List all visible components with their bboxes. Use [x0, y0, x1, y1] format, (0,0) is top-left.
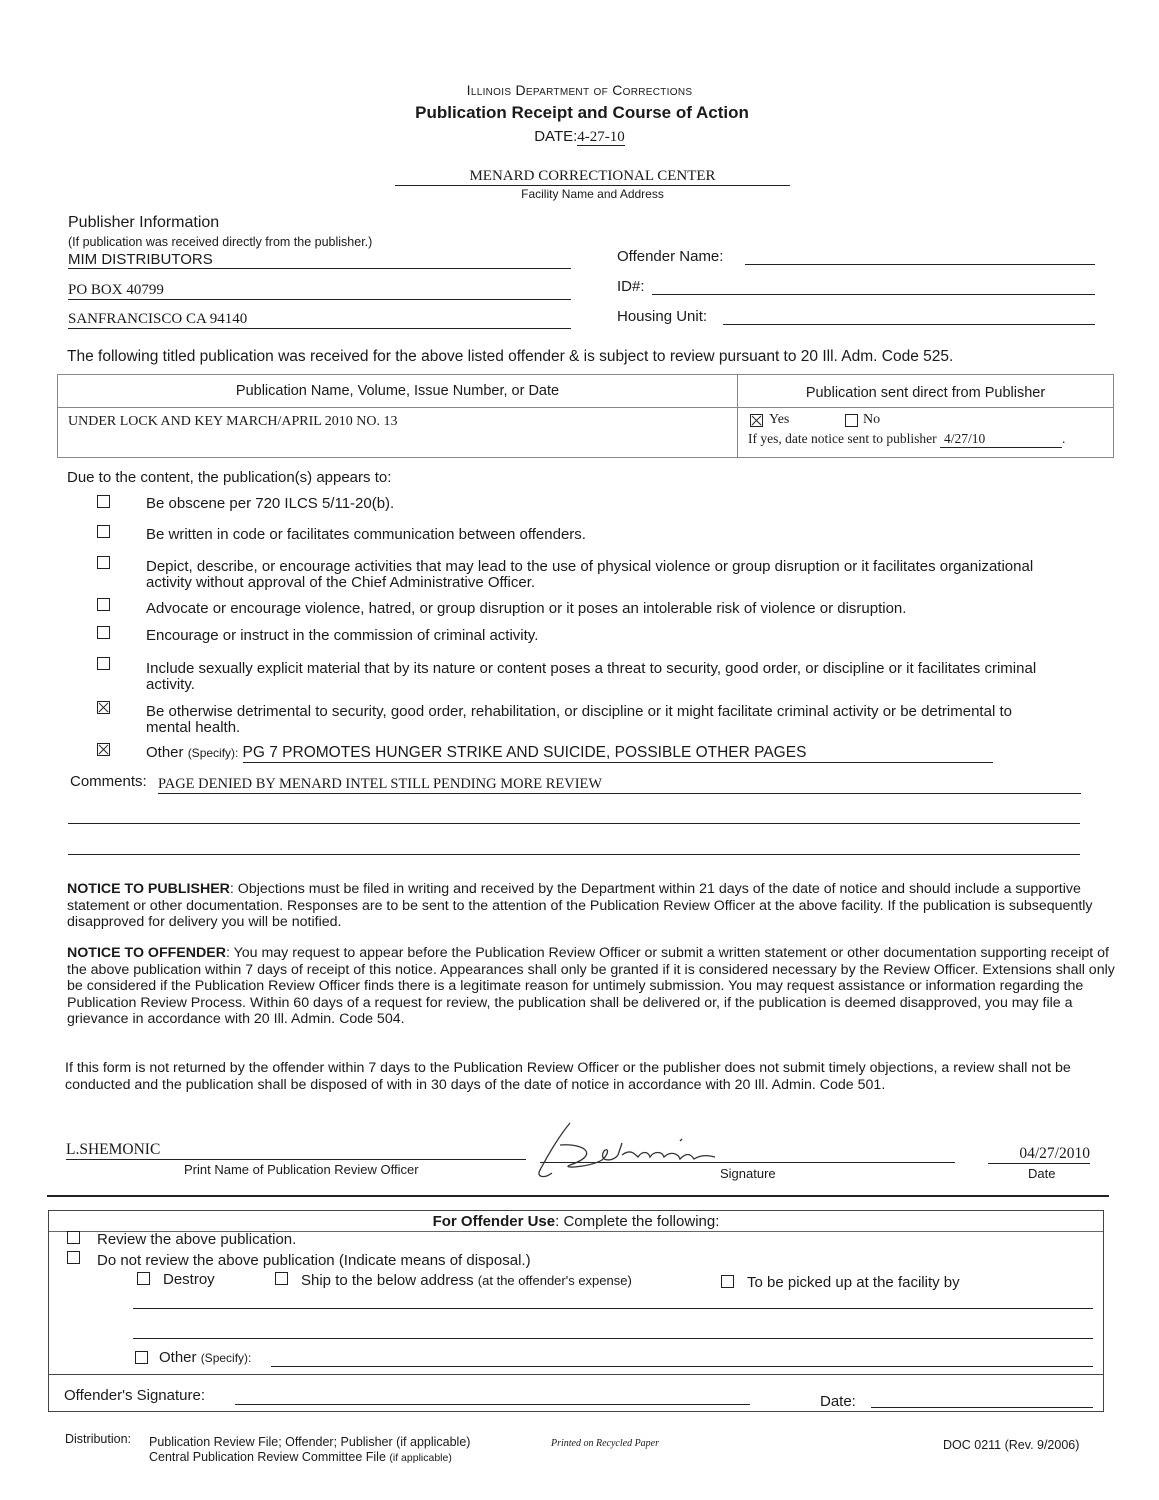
- pickup-label: To be picked up at the facility by: [747, 1274, 960, 1291]
- date-value: 4-27-10: [577, 129, 625, 145]
- yes-label: Yes: [769, 412, 790, 427]
- notice-publisher-text: : Objections must be filed in writing and received by the Department within 21 days of the date of notice and should include a supportive statement or other documentation. Responses are to be sent to the attention of the Publication Review Officer at the above facility. If the publication is subsequently disapproved for delivery you will be notified.: [67, 881, 1093, 930]
- review-checkbox[interactable]: [67, 1231, 80, 1244]
- destroy-checkbox[interactable]: [137, 1272, 150, 1285]
- publisher-name[interactable]: MIM DISTRIBUTORS: [68, 251, 571, 269]
- criterion-text-1: Be obscene per 720 ILCS 5/11-20(b).: [146, 495, 395, 512]
- other-label: Other: [146, 744, 184, 761]
- facility-value: MENARD CORRECTIONAL CENTER: [395, 168, 790, 186]
- table-header-divider: [58, 407, 1113, 408]
- notice-offender-title: NOTICE TO OFFENDER: [67, 945, 226, 961]
- form-title: Publication Receipt and Course of Action: [415, 103, 749, 122]
- no-label: No: [863, 412, 881, 427]
- return-notice: If this form is not returned by the offender within 7 days to the Publication Review Officer or the publisher does not submit timely objections, a review shall not be conducted and the publication shall be disposed of with in 30 days of the date of notice in accordance with 20 Ill. Admin. Code 501.: [65, 1060, 1071, 1093]
- criterion-text-2: Be written in code or facilitates communication between offenders.: [146, 526, 586, 543]
- distribution-line-2-note: (if applicable): [389, 1452, 452, 1464]
- criterion-text-6: Include sexually explicit material that by its nature or content poses a threat to security, good order, or discipline or it facilitates criminal activity.: [146, 660, 1037, 693]
- recycled-note: Printed on Recycled Paper: [551, 1438, 660, 1449]
- notice-offender-text: : You may request to appear before the Publication Review Officer or submit a written statement or other documentation supporting receipt of the above publication within 7 days of receipt of this notice. Appearances shall only be granted if it is considered necessary by the Review Officer. Extensions shall only be considered if the Publication Review Officer finds there is a legitimate reason for untimely submission. You may request assistance or information regarding the Publication Review Process. Within 60 days of a request for review, the publication shall be delivered or, if the publication is deemed disapproved, you may file a grievance in accordance with 20 Ill. Admin. Code 504.: [67, 945, 1115, 1027]
- offender-use-box: [48, 1210, 1104, 1412]
- distribution-line-2: Central Publication Review Committee File: [149, 1450, 386, 1464]
- criterion-checkbox-4[interactable]: [97, 598, 110, 611]
- col-publication-header: Publication Name, Volume, Issue Number, or Date: [235, 383, 560, 399]
- other-value[interactable]: PG 7 PROMOTES HUNGER STRIKE AND SUICIDE, POSSIBLE OTHER PAGES: [243, 744, 993, 763]
- comments-label: Comments:: [70, 773, 147, 790]
- offender-other-checkbox[interactable]: [135, 1351, 148, 1364]
- offender-other-row: [159, 1349, 251, 1366]
- publication-name[interactable]: UNDER LOCK AND KEY MARCH/APRIL 2010 NO. 13: [68, 414, 398, 429]
- signature-caption: Signature: [720, 1166, 776, 1181]
- distribution-line-1: Publication Review File; Offender; Publisher (if applicable): [149, 1435, 471, 1449]
- criterion-text-3: Depict, describe, or encourage activities that may lead to the use of physical violence or group disruption or it facilitates organizational activity without approval of the Chief Administrative Officer.: [146, 558, 1034, 591]
- department-name: Illinois Department of Corrections: [466, 82, 693, 98]
- criterion-checkbox-5[interactable]: [97, 626, 110, 639]
- offender-id-label: ID#:: [617, 278, 645, 295]
- ship-note: (at the offender's expense): [477, 1273, 632, 1288]
- pickup-checkbox[interactable]: [721, 1275, 734, 1288]
- section-divider: [47, 1195, 1109, 1197]
- criterion-text-5: Encourage or instruct in the commission of criminal activity.: [146, 627, 539, 644]
- distribution-label: Distribution:: [65, 1432, 131, 1446]
- other-row: [146, 744, 993, 763]
- criterion-text-4: Advocate or encourage violence, hatred, or group disruption or it poses an intolerable risk of violence or disruption.: [146, 600, 907, 617]
- comments-line-3[interactable]: [68, 854, 1080, 855]
- address-line-2[interactable]: [133, 1338, 1093, 1339]
- offender-name-field[interactable]: [745, 264, 1095, 265]
- offender-signature-label: Offender's Signature:: [64, 1387, 206, 1404]
- housing-unit-label: Housing Unit:: [617, 308, 708, 325]
- no-review-label: Do not review the above publication (Indicate means of disposal.): [97, 1252, 531, 1269]
- ship-row: [301, 1272, 632, 1289]
- ship-checkbox[interactable]: [275, 1272, 288, 1285]
- comments-value[interactable]: PAGE DENIED BY MENARD INTEL STILL PENDING MORE REVIEW: [158, 776, 1081, 794]
- destroy-label: Destroy: [163, 1271, 215, 1288]
- notice-date-value[interactable]: 4/27/10: [940, 431, 1062, 448]
- comments-line-2[interactable]: [68, 823, 1080, 824]
- date-caption: Date: [1028, 1166, 1056, 1181]
- criterion-checkbox-3[interactable]: [97, 556, 110, 569]
- offender-signature-field[interactable]: [235, 1404, 750, 1405]
- date-row: [0, 128, 1159, 146]
- offender-id-field[interactable]: [652, 294, 1095, 295]
- no-checkbox[interactable]: [845, 414, 858, 427]
- date-label: DATE:: [534, 128, 578, 145]
- officer-signature: [530, 1115, 745, 1185]
- offender-other-field[interactable]: [271, 1366, 1093, 1367]
- offender-use-heading-rest: : Complete the following:: [555, 1213, 720, 1230]
- notice-to-publisher: [67, 881, 1117, 931]
- no-review-checkbox[interactable]: [67, 1251, 80, 1264]
- notice-to-offender: [67, 945, 1117, 1028]
- offender-other-specify: (Specify):: [200, 1351, 252, 1365]
- review-label: Review the above publication.: [97, 1231, 297, 1248]
- other-checkbox[interactable]: [97, 743, 110, 756]
- notice-publisher-title: NOTICE TO PUBLISHER: [67, 881, 230, 897]
- distribution-line-2-row: [149, 1450, 452, 1464]
- ship-label: Ship to the below address: [301, 1272, 474, 1289]
- offender-date-field[interactable]: [871, 1407, 1093, 1408]
- officer-name: L.SHEMONIC: [66, 1141, 526, 1160]
- content-heading: Due to the content, the publication(s) appears to:: [67, 469, 392, 486]
- offender-name-label: Offender Name:: [617, 248, 724, 265]
- signature-row-divider: [49, 1374, 1103, 1375]
- criterion-checkbox-1[interactable]: [97, 495, 110, 508]
- offender-use-heading: [49, 1213, 1103, 1230]
- address-line-1[interactable]: [133, 1308, 1093, 1309]
- form-id: DOC 0211 (Rev. 9/2006): [943, 1438, 1080, 1452]
- facility-caption: Facility Name and Address: [521, 187, 664, 201]
- yes-checkbox[interactable]: [750, 414, 763, 427]
- housing-unit-field[interactable]: [723, 324, 1095, 325]
- offender-use-heading-bold: For Offender Use: [432, 1213, 556, 1230]
- officer-date: 04/27/2010: [988, 1145, 1090, 1164]
- notice-date-row: If yes, date notice sent to publisher 4/27/10 .: [748, 431, 1066, 446]
- publisher-address1[interactable]: PO BOX 40799: [68, 282, 571, 300]
- publication-table: [57, 374, 1114, 458]
- criterion-text-7: Be otherwise detrimental to security, good order, rehabilitation, or discipline or it might facilitate criminal activity or be detrimental to mental health.: [146, 703, 1012, 736]
- publisher-heading: Publisher Information: [68, 214, 220, 231]
- col-publisher-header: Publication sent direct from Publisher: [805, 385, 1046, 401]
- criterion-checkbox-6[interactable]: [97, 657, 110, 670]
- publisher-note: (If publication was received directly from the publisher.): [68, 235, 373, 249]
- notice-date-label: If yes, date notice sent to publisher: [748, 431, 937, 446]
- other-specify: (Specify):: [187, 746, 239, 760]
- criterion-checkbox-2[interactable]: [97, 525, 110, 538]
- offender-other-label: Other: [159, 1349, 197, 1366]
- criterion-checkbox-7[interactable]: [97, 701, 110, 714]
- officer-name-caption: Print Name of Publication Review Officer: [184, 1162, 419, 1177]
- intro-text: The following titled publication was received for the above listed offender & is subject to review pursuant to 20 Ill. Adm. Code 525.: [67, 348, 954, 365]
- offender-date-label: Date:: [820, 1393, 856, 1410]
- publisher-address2[interactable]: SANFRANCISCO CA 94140: [68, 311, 571, 329]
